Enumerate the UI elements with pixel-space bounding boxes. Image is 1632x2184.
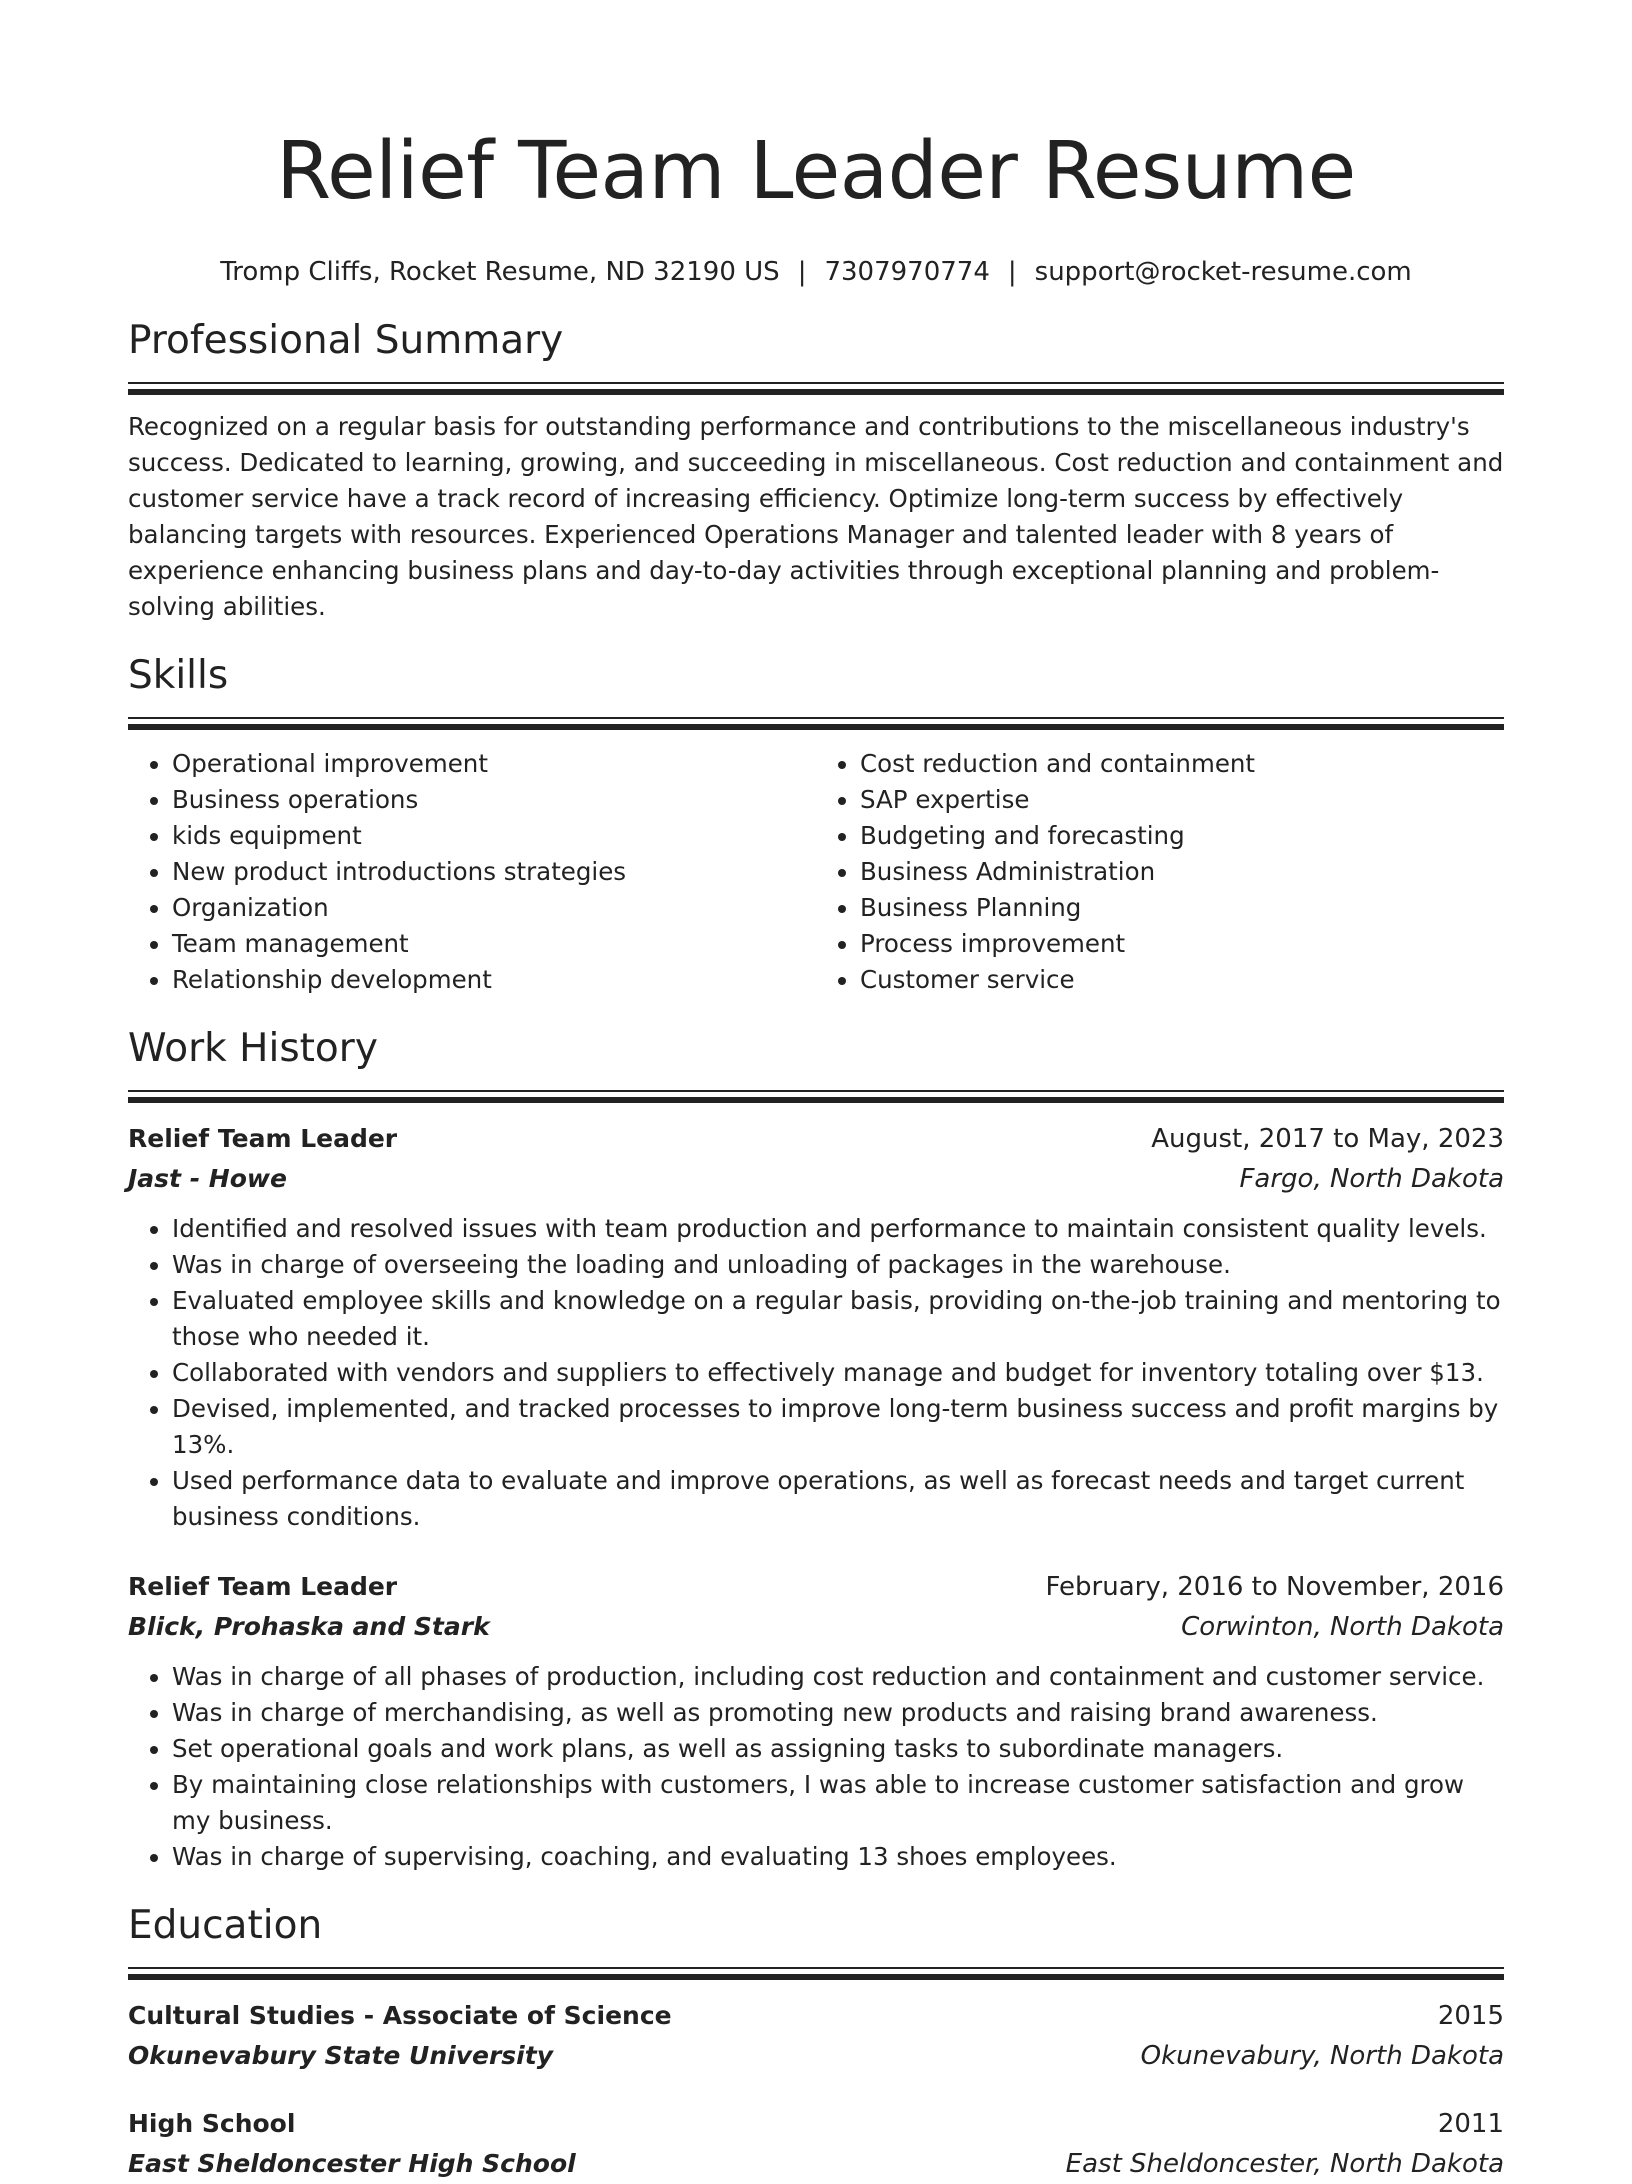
section-rule-thick [128,1097,1504,1103]
job-title: Relief Team Leader [128,1572,398,1601]
section-heading: Education [128,1903,323,1948]
job-bullet: • Devised, implemented, and tracked processes to improve long-term business success and profit margins by 13%. [172,1391,1504,1463]
job-header-row [128,1119,1504,1159]
education-degree: Cultural Studies - Associate of Science [128,2001,672,2030]
job-bullet: • By maintaining close relationships with customers, I was able to increase customer satisfaction and grow my business. [172,1767,1504,1839]
section-rule-thick [128,724,1504,730]
job-company: Jast - Howe [128,1164,287,1193]
skill-item: • Business operations [172,782,816,818]
section-heading: Work History [128,1026,378,1071]
job-entry [128,1567,1504,1875]
education-entry [128,1996,1504,2076]
job-bullet: • Was in charge of merchandising, as well as promoting new products and raising brand awareness. [172,1695,1504,1731]
skill-item: • New product introductions strategies [172,854,816,890]
education-school-row [128,2144,1504,2184]
contact-line [128,254,1504,290]
job-title: Relief Team Leader [128,1124,398,1153]
skill-item: • kids equipment [172,818,816,854]
section-rule-thick [128,1974,1504,1980]
skills-section [128,651,1504,998]
summary-section [128,316,1504,625]
education-section [128,1901,1504,2184]
education-year: 2011 [1437,2109,1504,2139]
job-bullet: • Was in charge of all phases of production, including cost reduction and containment and customer service. [172,1659,1504,1695]
education-school: East Sheldoncester High School [128,2149,576,2178]
education-entry [128,2104,1504,2184]
summary-text: Recognized on a regular basis for outstanding performance and contributions to the miscellaneous industry's success. Dedicated to learning, growing, and succeeding in miscellaneous. Cost reduction and containment and customer service have a track record of increasing efficiency. Optimize long-term success by effectively balancing targets with resources. Experienced Operations Manager and talented leader with 8 years of experience enhancing business plans and day-to-day activities through exceptional planning and problem-solving abilities. [128,412,1504,621]
job-bullet: • Identified and resolved issues with team production and performance to maintain consistent quality levels. [172,1211,1504,1247]
job-bullet: • Set operational goals and work plans, as well as assigning tasks to subordinate managers. [172,1731,1504,1767]
job-bullet: • Evaluated employee skills and knowledge on a regular basis, providing on-the-job training and mentoring to those who needed it. [172,1283,1504,1355]
section-rule [128,382,1504,384]
education-school-row [128,2036,1504,2076]
job-entry [128,1119,1504,1535]
skills-list-right [816,746,1504,998]
contact-separator: | [1007,257,1017,287]
job-bullet: • Was in charge of overseeing the loading and unloading of packages in the warehouse. [172,1247,1504,1283]
skill-item: • SAP expertise [860,782,1504,818]
skill-item: • Relationship development [172,962,816,998]
skill-item: • Business Administration [860,854,1504,890]
contact-separator: | [797,257,807,287]
skill-item: • Operational improvement [172,746,816,782]
education-location: Okunevabury, North Dakota [1140,2041,1504,2071]
job-location: Fargo, North Dakota [1239,1164,1504,1194]
work-history-section [128,1024,1504,1875]
contact-phone: 7307970774 [824,257,990,287]
job-bullet: • Collaborated with vendors and suppliers to effectively manage and budget for inventory totaling over $13. [172,1355,1504,1391]
education-year: 2015 [1437,2001,1504,2031]
education-degree: High School [128,2109,296,2138]
resume-title: Relief Team Leader Resume [276,125,1356,217]
education-header-row [128,1996,1504,2036]
job-location: Corwinton, North Dakota [1181,1612,1504,1642]
education-header-row [128,2104,1504,2144]
contact-address: Tromp Cliffs, Rocket Resume, ND 32190 US [220,257,780,287]
skill-item: • Customer service [860,962,1504,998]
skill-item: • Team management [172,926,816,962]
skill-item: • Business Planning [860,890,1504,926]
job-bullet: • Used performance data to evaluate and improve operations, as well as forecast needs and target current business conditions. [172,1463,1504,1535]
section-rule [128,717,1504,719]
section-rule [128,1090,1504,1092]
section-heading: Skills [128,653,229,698]
job-bullets [128,1659,1504,1875]
skill-item: • Cost reduction and containment [860,746,1504,782]
job-company-row [128,1607,1504,1647]
skills-list-left [128,746,816,998]
job-header-row [128,1567,1504,1607]
job-dates: February, 2016 to November, 2016 [1045,1572,1504,1602]
section-rule [128,1967,1504,1969]
section-rule-thick [128,389,1504,395]
job-bullet: • Was in charge of supervising, coaching, and evaluating 13 shoes employees. [172,1839,1504,1875]
section-heading: Professional Summary [128,318,564,363]
job-company-row [128,1159,1504,1199]
skill-item: • Organization [172,890,816,926]
skills-columns [128,746,1504,998]
job-dates: August, 2017 to May, 2023 [1151,1124,1504,1154]
contact-email[interactable]: support@rocket-resume.com [1034,257,1412,287]
job-bullets [128,1211,1504,1535]
skill-item: • Budgeting and forecasting [860,818,1504,854]
education-school: Okunevabury State University [128,2041,553,2070]
skill-item: • Process improvement [860,926,1504,962]
job-company: Blick, Prohaska and Stark [128,1612,490,1641]
education-location: East Sheldoncester, North Dakota [1065,2149,1504,2179]
